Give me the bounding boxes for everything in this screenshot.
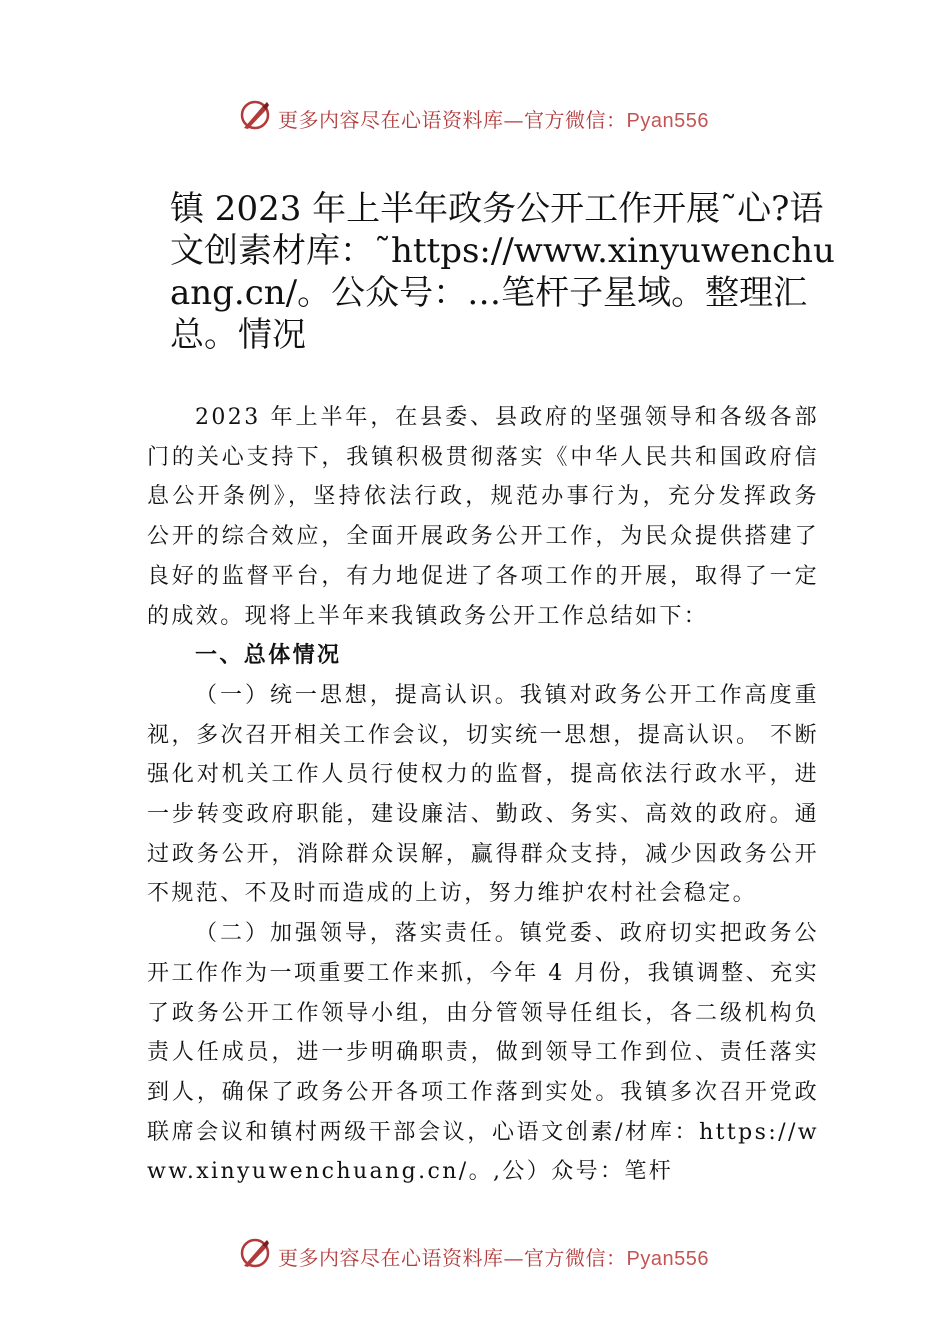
section-heading: 一、总体情况 xyxy=(195,643,342,669)
watermark-text: 更多内容尽在心语资料库—官方微信：Pyan556 xyxy=(278,108,709,132)
paragraph-2: （二）加强领导，落实责任。镇党委、政府切实把政务公开工作作为一项重要工作来抓，今年 4 月份，我镇调整、充实了政务公开工作领导小组，由分管领导任组长，各二级机构负责人任成员，进一步明确职责，做到领导工作到位、责任落实到人，确保了政务公开各项工作落到实处。我镇多次召开党政联席会议和镇村两级干部会议，心语文创素/材库：https://www.xinyuwenchuang.cn/。,公）众号：笔杆 xyxy=(147,921,819,1185)
document-title: 镇 2023 年上半年政务公开工作开展˜心?语文创素材库：˜https://www.xinyuwenchuang.cn/。公众号：…笔杆子星域。整理汇总。情况 xyxy=(170,189,835,355)
pen-logo-icon xyxy=(238,98,272,132)
wechat-account: Pyan556 xyxy=(626,1248,709,1270)
wechat-account: Pyan556 xyxy=(626,110,709,132)
intro-paragraph: 2023 年上半年，在县委、县政府的坚强领导和各级各部门的关心支持下，我镇积极贯彻落实《中华人民共和国政府信息公开条例》，坚持依法行政，规范办事行为，充分发挥政务公开的综合效应，全面开展政务公开工作，为民众提供搭建了良好的监督平台，有力地促进了各项工作的开展，取得了一定的成效。现将上半年来我镇政务公开工作总结如下： xyxy=(147,405,819,629)
paragraph-1: （一）统一思想，提高认识。我镇对政务公开工作高度重视，多次召开相关工作会议，切实统一思想，提高认识。 不断强化对机关工作人员行使权力的监督，提高依法行政水平，进一步转变政府职能，建设廉洁、勤政、务实、高效的政府。通过政务公开，消除群众误解，赢得群众支持，减少因政务公开不规范、不及时而造成的上访，努力维护农村社会稳定。 xyxy=(147,682,819,907)
watermark-text: 更多内容尽在心语资料库—官方微信：Pyan556 xyxy=(278,1246,709,1270)
header-watermark-banner xyxy=(0,98,950,138)
pen-logo-icon xyxy=(238,1236,272,1270)
footer-watermark-banner xyxy=(0,1236,950,1276)
document-body xyxy=(147,398,819,1192)
